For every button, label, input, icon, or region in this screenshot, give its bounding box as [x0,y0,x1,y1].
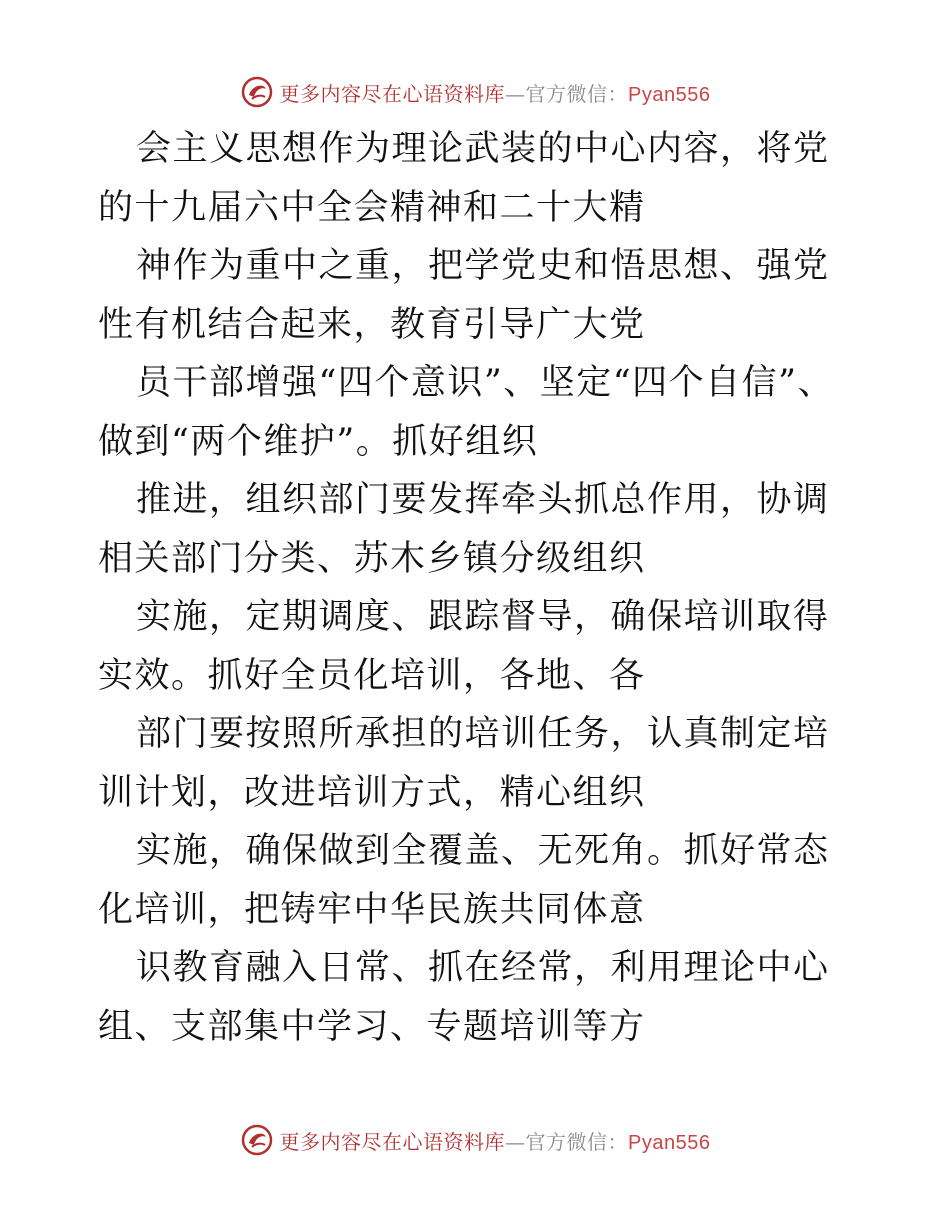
banner-wechat-label: 官方微信： [525,81,629,106]
document-body [98,120,858,1056]
footer-banner-wechat-id: Pyan556 [628,1131,711,1154]
footer-banner-text [280,1126,711,1155]
paragraph-4 [98,471,858,588]
paragraph-2-line-2: 机结合起来，教育引导广大党 [171,304,646,345]
banner-dash: — [505,81,526,106]
paragraph-2-line-1: 神作为重中之重，把学党史和悟思想、强党性有 [98,246,830,345]
banner-title: 更多内容尽在心语资料库 [279,81,506,106]
banner-wechat-id: Pyan556 [628,83,711,106]
footer-banner-title: 更多内容尽在心语资料库 [279,1129,506,1154]
paragraph-2 [98,237,858,354]
header-watermark-banner [0,70,950,114]
swirl-logo-icon [240,75,274,109]
paragraph-5 [98,588,858,705]
paragraph-7 [98,822,858,939]
paragraph-6-line-2: 划，改进培训方式，精心组织 [171,772,646,813]
paragraph-3-line-2: 做到“两个维护”。抓好组织 [98,421,539,462]
footer-banner-wechat-label: 官方微信： [525,1129,629,1154]
paragraph-5-line-2: 效。抓好全员化培训，各地、各 [134,655,646,696]
paragraph-1-line-2: 九届六中全会精神和二十大精 [171,187,646,228]
paragraph-4-line-2: 部门分类、苏木乡镇分级组织 [171,538,646,579]
paragraph-6 [98,705,858,822]
banner-text [280,78,711,107]
paragraph-6-line-1: 部门要按照所承担的培训任务，认真制定培训计 [98,714,830,813]
footer-banner-dash: — [505,1129,526,1154]
paragraph-4-line-1: 推进，组织部门要发挥牵头抓总作用，协调相关 [98,480,830,579]
paragraph-8 [98,939,858,1056]
paragraph-3-line-1: 员干部增强“四个意识”、坚定“四个自信”、 [136,363,835,403]
banner-content [240,75,711,109]
paragraph-7-line-2: 训，把铸牢中华民族共同体意 [171,889,646,930]
swirl-logo-icon [240,1123,274,1157]
paragraph-7-line-1: 实施，确保做到全覆盖、无死角。抓好常态化培 [98,831,830,930]
footer-watermark-banner [0,1118,950,1162]
paragraph-8-line-2: 支部集中学习、专题培训等方 [171,1006,646,1047]
paragraph-5-line-1: 实施，定期调度、跟踪督导，确保培训取得实 [98,597,830,696]
paragraph-1 [98,120,858,237]
paragraph-3 [98,354,858,471]
footer-banner-content [240,1123,711,1157]
paragraph-1-line-1: 会主义思想作为理论武装的中心内容，将党的十 [98,129,830,228]
paragraph-8-line-1: 识教育融入日常、抓在经常，利用理论中心组、 [98,948,830,1047]
